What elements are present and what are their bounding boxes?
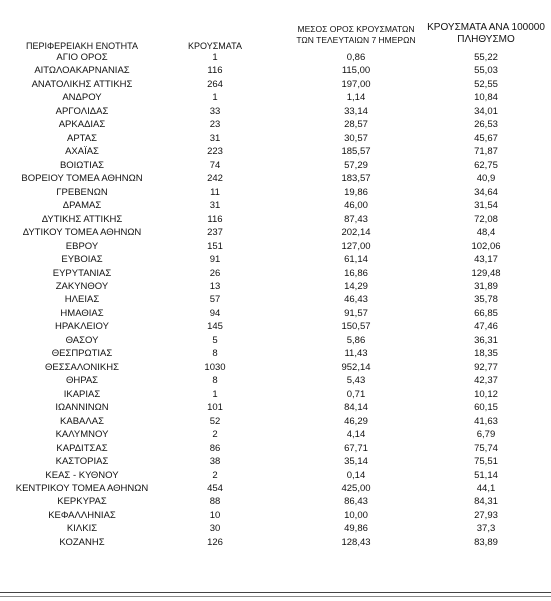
cell-7day-average: 5,86 (346, 334, 366, 346)
cell-region: ΖΑΚΥΝΘΟΥ (55, 280, 109, 292)
cell-7day-average: 84,14 (344, 402, 368, 414)
cell-per-100k: 35,78 (474, 294, 498, 306)
cell-per-100k: 36,31 (474, 334, 498, 346)
table-row (0, 145, 551, 158)
cell-region: ΑΝΑΤΟΛΙΚΗΣ ΑΤΤΙΚΗΣ (31, 78, 133, 90)
table-row (0, 91, 551, 104)
cell-cases: 10 (209, 509, 221, 521)
cell-region: ΚΕΑΣ - ΚΥΘΝΟΥ (45, 469, 119, 481)
cell-7day-average: 46,29 (344, 415, 368, 427)
cell-7day-average: 30,57 (344, 132, 368, 144)
cell-cases: 126 (207, 536, 223, 548)
cell-cases: 116 (207, 213, 223, 225)
cell-cases: 1 (212, 52, 218, 63)
cell-per-100k: 75,74 (474, 442, 498, 454)
table-row (0, 469, 551, 482)
cell-region: ΔΥΤΙΚΗΣ ΑΤΤΙΚΗΣ (41, 213, 123, 225)
cell-per-100k: 51,14 (474, 469, 498, 481)
cell-region: ΘΗΡΑΣ (65, 375, 99, 387)
table-row (0, 428, 551, 441)
cell-cases: 38 (209, 456, 221, 468)
cell-7day-average: 1,14 (346, 92, 366, 104)
cell-region: ΑΝΔΡΟΥ (62, 92, 102, 104)
cell-7day-average: 46,43 (344, 294, 368, 306)
cell-per-100k: 6,79 (476, 429, 496, 441)
table-row (0, 172, 551, 185)
header-7day-average (282, 24, 430, 46)
table-row (0, 186, 551, 199)
cell-region: ΗΜΑΘΙΑΣ (60, 307, 104, 319)
header-region: ΠΕΡΙΦΕΡΕΙΑΚΗ ΕΝΟΤΗΤΑ (25, 41, 139, 51)
cell-7day-average: 5,43 (346, 375, 366, 387)
cell-cases: 223 (207, 146, 223, 158)
table-row (0, 105, 551, 118)
cell-cases: 454 (207, 483, 223, 494)
table-row (0, 78, 551, 91)
table-row (0, 293, 551, 306)
cell-region: ΒΟΙΩΤΙΑΣ (59, 159, 105, 171)
cell-region: ΕΒΡΟΥ (65, 240, 99, 252)
table-row (0, 307, 551, 320)
cell-per-100k: 37,3 (476, 523, 496, 535)
cell-per-100k: 92,77 (474, 361, 498, 373)
cell-cases: 13 (209, 280, 221, 292)
cell-per-100k: 27,93 (474, 509, 498, 521)
cell-region: ΚΙΛΚΙΣ (66, 523, 98, 535)
cell-region: ΚΟΖΑΝΗΣ (59, 536, 105, 548)
table-row (0, 361, 551, 374)
cell-7day-average: 4,14 (346, 429, 366, 441)
cell-per-100k: 71,87 (474, 146, 498, 158)
cell-7day-average: 61,14 (344, 254, 368, 266)
cell-per-100k: 26,53 (474, 119, 498, 131)
cell-cases: 52 (209, 415, 221, 427)
cell-region: ΗΛΕΙΑΣ (64, 294, 100, 306)
cell-region: ΒΟΡΕΙΟΥ ΤΟΜΕΑ ΑΘΗΝΩΝ (21, 173, 143, 185)
table-row (0, 240, 551, 253)
bottom-rule (0, 592, 551, 593)
cell-7day-average: 128,43 (341, 536, 371, 548)
cell-region: ΙΚΑΡΙΑΣ (63, 388, 101, 400)
cell-per-100k: 83,89 (474, 536, 498, 548)
cell-region: ΕΥΒΟΙΑΣ (61, 254, 103, 266)
table-row (0, 253, 551, 266)
header-cases: ΚΡΟΥΣΜΑΤΑ (188, 41, 242, 51)
cell-7day-average: 0,14 (346, 469, 366, 481)
cell-7day-average: 67,71 (344, 442, 368, 454)
table-row (0, 267, 551, 280)
cell-cases: 2 (212, 469, 218, 481)
cell-7day-average: 952,14 (341, 361, 371, 373)
table-row (0, 280, 551, 293)
table-row (0, 347, 551, 360)
cell-cases: 1 (212, 388, 218, 400)
cell-region: ΔΡΑΜΑΣ (62, 200, 102, 212)
cell-region: ΚΕΝΤΡΙΚΟΥ ΤΟΜΕΑ ΑΘΗΝΩΝ (15, 483, 149, 494)
cell-7day-average: 150,57 (341, 321, 371, 333)
cell-7day-average: 10,00 (344, 509, 368, 521)
cell-per-100k: 10,12 (474, 388, 498, 400)
cell-region: ΘΕΣΠΡΩΤΙΑΣ (51, 348, 113, 360)
cell-region: ΑΧΑΪΑΣ (65, 146, 99, 158)
header-per-line2: ΠΛΗΘΥΣΜΟ (457, 34, 515, 45)
table-row (0, 482, 551, 495)
cell-per-100k: 55,22 (474, 52, 498, 63)
table-row (0, 51, 551, 64)
cell-7day-average: 11,43 (344, 348, 368, 360)
cell-7day-average: 35,14 (344, 456, 368, 468)
cell-7day-average: 57,29 (344, 159, 368, 171)
cell-7day-average: 46,00 (344, 200, 368, 212)
cell-per-100k: 55,03 (474, 65, 498, 77)
cell-per-100k: 40,9 (476, 173, 496, 185)
cell-region: ΚΑΡΔΙΤΣΑΣ (56, 442, 108, 454)
table-row (0, 401, 551, 414)
cell-7day-average: 183,57 (341, 173, 371, 185)
cell-7day-average: 91,57 (344, 307, 368, 319)
cell-per-100k: 44,1 (476, 483, 496, 494)
table-row (0, 118, 551, 131)
table-row (0, 415, 551, 428)
cell-per-100k: 102,06 (471, 240, 501, 252)
cell-region: ΚΕΡΚΥΡΑΣ (57, 496, 107, 508)
cell-7day-average: 16,86 (344, 267, 368, 279)
table-row (0, 509, 551, 522)
table-row (0, 320, 551, 333)
cell-per-100k: 72,08 (474, 213, 498, 225)
cell-cases: 1030 (204, 361, 226, 373)
table-row (0, 226, 551, 239)
cell-cases: 237 (207, 227, 223, 239)
cell-cases: 94 (209, 307, 221, 319)
cell-cases: 101 (207, 402, 223, 414)
cell-region: ΑΡΓΟΛΙΔΑΣ (55, 105, 109, 117)
header-avg-line1: ΜΕΣΟΣ ΟΡΟΣ ΚΡΟΥΣΜΑΤΩΝ (297, 24, 415, 34)
cell-7day-average: 19,86 (344, 186, 368, 198)
cell-7day-average: 49,86 (344, 523, 368, 535)
cell-region: ΑΙΤΩΛΟΑΚΑΡΝΑΝΙΑΣ (34, 65, 130, 77)
cell-7day-average: 87,43 (344, 213, 368, 225)
cell-cases: 88 (209, 496, 221, 508)
cell-cases: 5 (212, 334, 218, 346)
cell-cases: 2 (212, 429, 218, 441)
cell-7day-average: 33,14 (344, 105, 368, 117)
cell-7day-average: 425,00 (341, 483, 371, 494)
cell-region: ΚΑΣΤΟΡΙΑΣ (55, 456, 109, 468)
cell-region: ΓΡΕΒΕΝΩΝ (56, 186, 108, 198)
cell-cases: 30 (209, 523, 221, 535)
table-row (0, 388, 551, 401)
table-row (0, 536, 551, 549)
cell-cases: 11 (210, 186, 220, 198)
table-row (0, 64, 551, 77)
cell-per-100k: 66,85 (474, 307, 498, 319)
cell-per-100k: 129,48 (471, 267, 501, 279)
cell-per-100k: 62,75 (474, 159, 498, 171)
cell-7day-average: 127,00 (341, 240, 371, 252)
cell-per-100k: 41,63 (474, 415, 498, 427)
cell-region: ΑΓΙΟ ΟΡΟΣ (56, 52, 108, 63)
cell-per-100k: 45,67 (474, 132, 498, 144)
table-row (0, 455, 551, 468)
cell-cases: 264 (207, 78, 223, 90)
table-row (0, 442, 551, 455)
cell-region: ΗΡΑΚΛΕΙΟΥ (55, 321, 109, 333)
cell-7day-average: 28,57 (344, 119, 368, 131)
cell-per-100k: 84,31 (474, 496, 498, 508)
cell-per-100k: 48,4 (476, 227, 496, 239)
cell-per-100k: 31,54 (474, 200, 498, 212)
cell-per-100k: 75,51 (474, 456, 498, 468)
cell-7day-average: 0,86 (346, 52, 366, 63)
cell-per-100k: 43,17 (474, 254, 498, 266)
cell-cases: 91 (209, 254, 221, 266)
header-avg-line2: ΤΩΝ ΤΕΛΕΥΤΑΙΩΝ 7 ΗΜΕΡΩΝ (296, 35, 416, 45)
cell-cases: 31 (209, 132, 221, 144)
cell-cases: 1 (212, 92, 218, 104)
cell-cases: 57 (209, 294, 221, 306)
cell-per-100k: 34,64 (474, 186, 498, 198)
bottom-rule-secondary (0, 596, 551, 597)
cell-per-100k: 60,15 (474, 402, 498, 414)
cell-cases: 31 (209, 200, 221, 212)
cell-cases: 151 (207, 240, 223, 252)
table-row (0, 334, 551, 347)
cell-region: ΑΡΚΑΔΙΑΣ (58, 119, 106, 131)
cell-cases: 26 (209, 267, 221, 279)
cell-cases: 23 (209, 119, 221, 131)
cell-region: ΔΥΤΙΚΟΥ ΤΟΜΕΑ ΑΘΗΝΩΝ (22, 227, 142, 239)
cell-cases: 33 (209, 105, 221, 117)
cell-cases: 116 (207, 65, 223, 77)
cell-per-100k: 47,46 (474, 321, 498, 333)
cell-region: ΕΥΡΥΤΑΝΙΑΣ (52, 267, 112, 279)
cell-per-100k: 42,37 (474, 375, 498, 387)
table-body (0, 51, 551, 549)
cell-region: ΚΑΒΑΛΑΣ (60, 415, 104, 427)
cell-cases: 86 (209, 442, 221, 454)
cell-7day-average: 197,00 (341, 78, 371, 90)
cell-7day-average: 0,71 (346, 388, 366, 400)
cell-region: ΑΡΤΑΣ (67, 132, 97, 144)
cell-7day-average: 86,43 (344, 496, 368, 508)
cell-per-100k: 52,55 (474, 78, 498, 90)
cell-7day-average: 14,29 (344, 280, 368, 292)
cell-region: ΚΕΦΑΛΛΗΝΙΑΣ (48, 509, 116, 521)
cell-per-100k: 31,89 (474, 280, 498, 292)
table-row (0, 374, 551, 387)
table-row (0, 495, 551, 508)
cell-per-100k: 18,35 (474, 348, 498, 360)
cell-per-100k: 34,01 (474, 105, 498, 117)
cell-cases: 145 (207, 321, 223, 333)
cell-7day-average: 185,57 (341, 146, 371, 158)
cell-cases: 8 (212, 348, 218, 360)
table-row (0, 132, 551, 145)
table-row (0, 522, 551, 535)
cell-cases: 8 (212, 375, 218, 387)
table-row (0, 199, 551, 212)
cell-7day-average: 115,00 (341, 65, 371, 77)
table-row (0, 159, 551, 172)
cell-7day-average: 202,14 (341, 227, 371, 239)
cell-cases: 242 (207, 173, 223, 185)
cell-region: ΘΕΣΣΑΛΟΝΙΚΗΣ (45, 361, 119, 373)
cell-region: ΙΩΑΝΝΙΝΩΝ (55, 402, 109, 414)
header-per-line1: ΚΡΟΥΣΜΑΤΑ ΑΝΑ 100000 (427, 22, 545, 33)
cell-region: ΚΑΛΥΜΝΟΥ (55, 429, 109, 441)
cell-cases: 74 (209, 159, 221, 171)
header-per-100k (420, 22, 551, 46)
cell-per-100k: 10,84 (474, 92, 498, 104)
cell-region: ΘΑΣΟΥ (65, 334, 99, 346)
table-row (0, 213, 551, 226)
